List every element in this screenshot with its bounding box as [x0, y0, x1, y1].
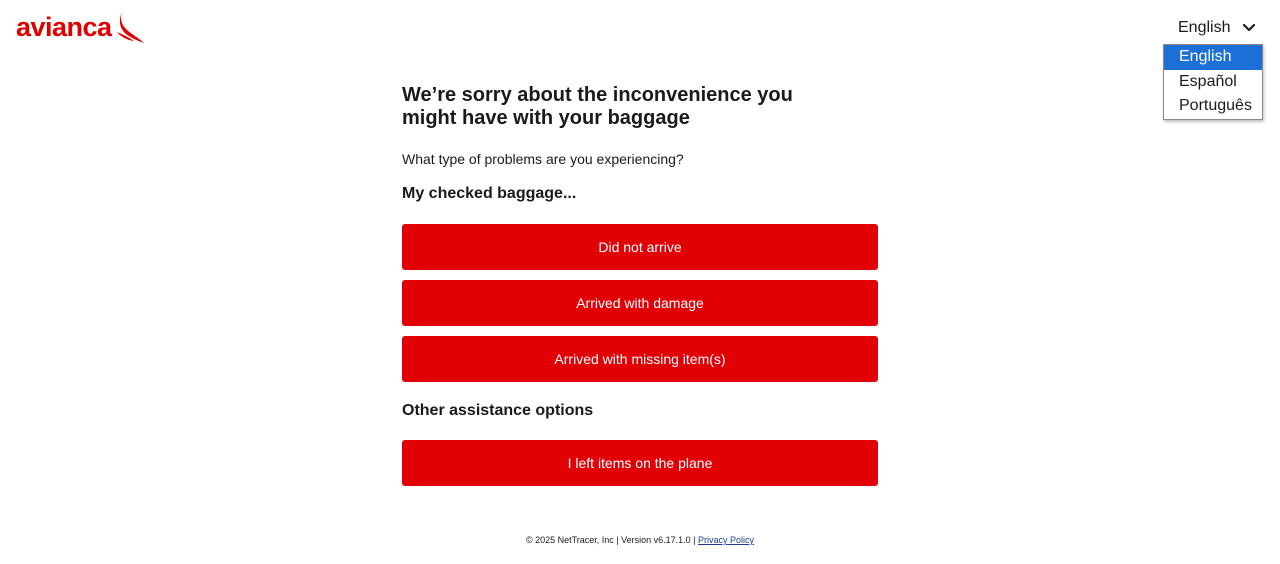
- language-option-espanol[interactable]: Español: [1179, 72, 1237, 90]
- problem-question: What type of problems are you experiencing?: [402, 151, 684, 167]
- privacy-policy-link[interactable]: Privacy Policy: [698, 535, 755, 545]
- avianca-bird-icon: [114, 10, 146, 44]
- avianca-logo[interactable]: [16, 10, 146, 46]
- checked-baggage-heading: My checked baggage...: [402, 185, 577, 202]
- arrived-with-damage-button[interactable]: Arrived with damage: [402, 280, 878, 326]
- arrived-missing-items-button[interactable]: Arrived with missing item(s): [402, 336, 878, 382]
- chevron-down-icon: [1242, 23, 1256, 33]
- language-option-english[interactable]: English: [1164, 45, 1262, 70]
- other-assistance-options: [402, 440, 878, 486]
- language-select[interactable]: [1178, 17, 1256, 39]
- footer-text: © 2025 NetTracer, Inc | Version v6.17.1.0 |: [525, 535, 699, 545]
- left-items-on-plane-button[interactable]: I left items on the plane: [402, 440, 878, 486]
- language-option-portugues[interactable]: Português: [1179, 97, 1252, 114]
- checked-baggage-options: [402, 224, 878, 382]
- main-content: [402, 84, 878, 496]
- did-not-arrive-button[interactable]: Did not arrive: [402, 224, 878, 270]
- other-assistance-heading: Other assistance options: [402, 402, 594, 419]
- footer: [0, 535, 1280, 545]
- logo-text: avianca: [16, 12, 112, 42]
- language-dropdown-menu: [1163, 44, 1263, 120]
- language-current: English: [1178, 19, 1231, 36]
- page-title: We’re sorry about the inconvenience you might have with your baggage: [402, 84, 793, 129]
